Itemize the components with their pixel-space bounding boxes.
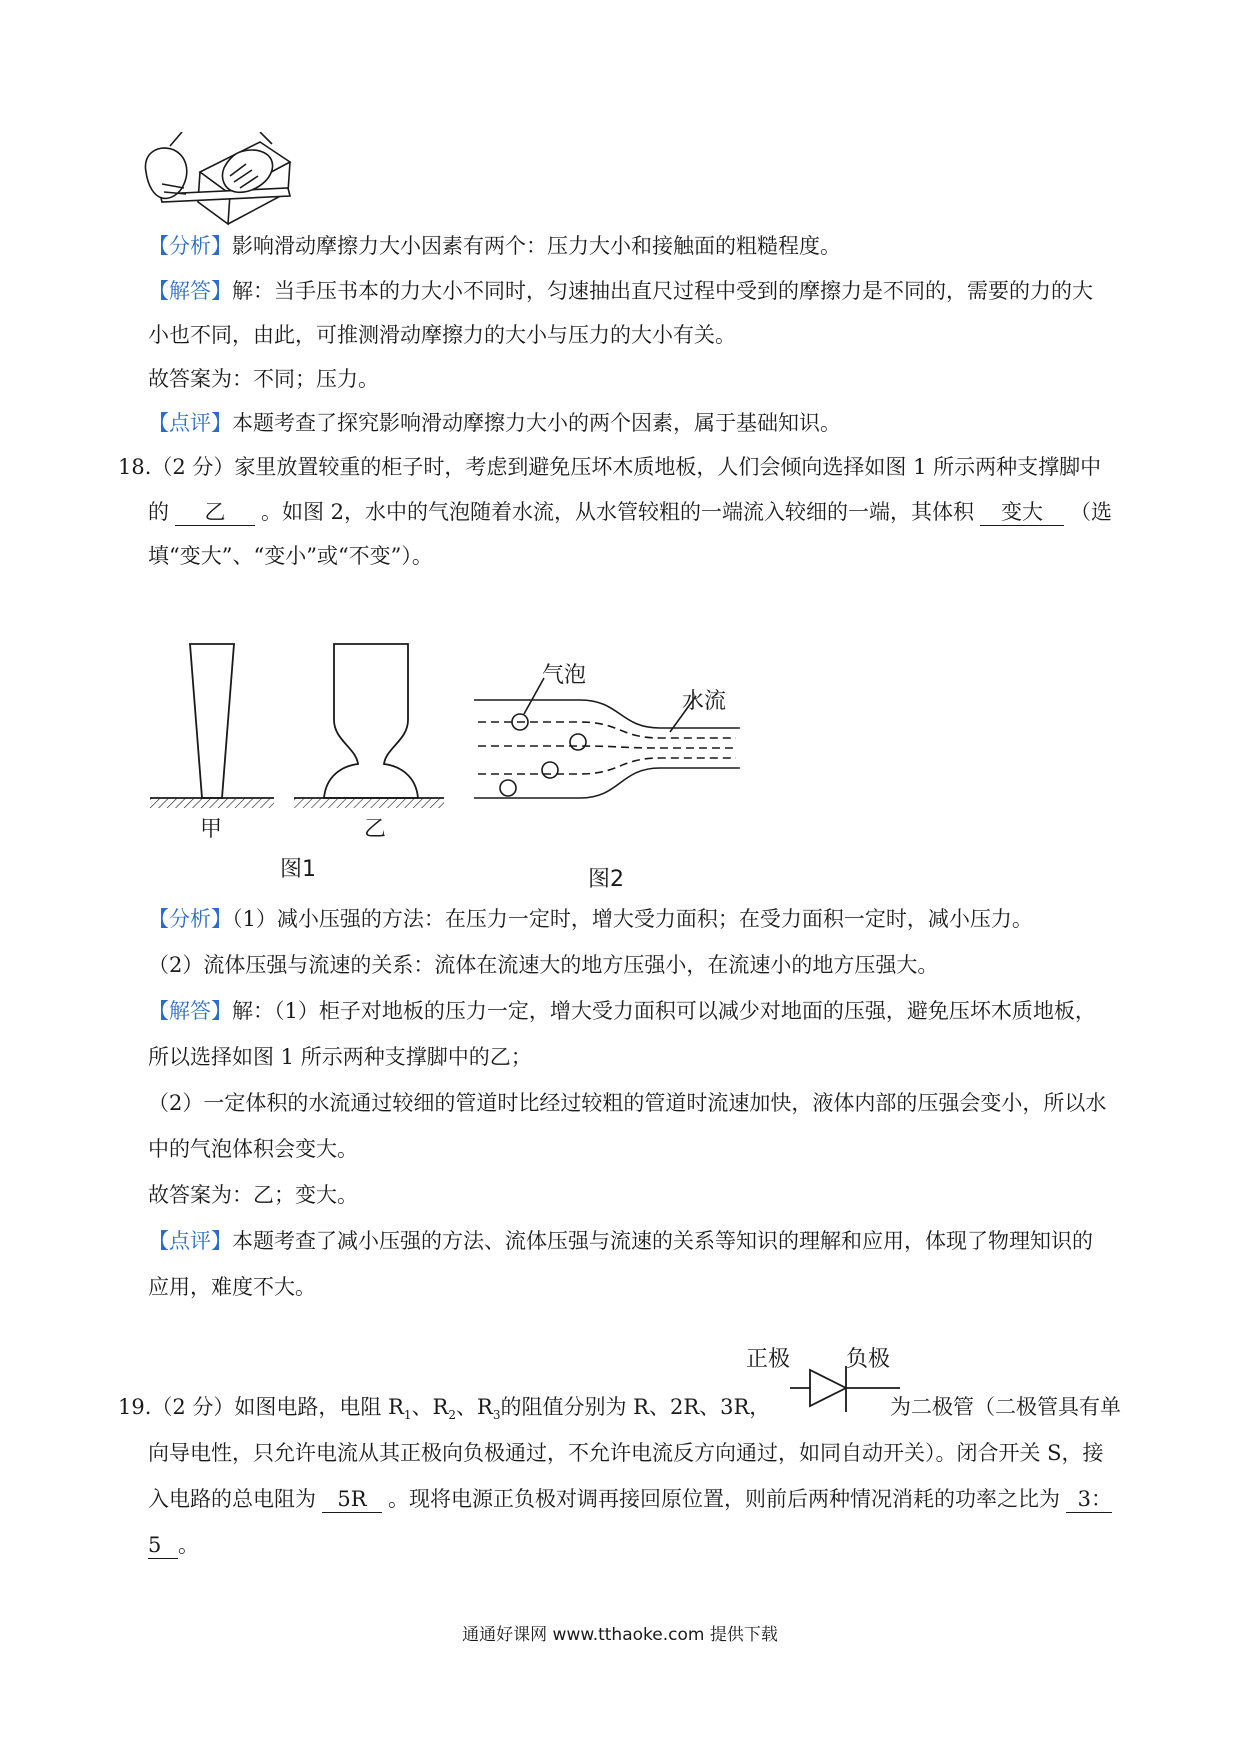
- subscript: 3: [492, 1408, 501, 1423]
- q18-stem-line-2: [148, 497, 1112, 527]
- analysis-tag: 【分析】: [148, 907, 232, 931]
- solution-tag: 【解答】: [148, 999, 232, 1023]
- fig2-label-flow: 水流: [682, 689, 727, 714]
- q18-stem-line-3: 填“变大”、“变小”或“不变”）。: [148, 544, 433, 568]
- subscript: 2: [448, 1408, 457, 1423]
- stem-text: 的: [148, 500, 169, 524]
- fig1-caption: 图1: [280, 857, 316, 882]
- diode-label-negative: 负极: [846, 1347, 891, 1372]
- stem-text: （选: [1070, 500, 1113, 524]
- analysis-text: （1）减小压强的方法：在压力一定时，增大受力面积；在受力面积一定时，减小压力。: [232, 907, 1033, 931]
- q17-solution-line-2: 小也不同，由此，可推测滑动摩擦力的大小与压力的大小有关。: [148, 323, 736, 347]
- stem-text: 19.（2 分）如图电路，电阻 R: [118, 1395, 404, 1419]
- water-pipe-figure: [470, 650, 750, 810]
- comment-text: 本题考查了探究影响滑动摩擦力大小的两个因素，属于基础知识。: [232, 411, 841, 435]
- analysis-text: 影响滑动摩擦力大小因素有两个：压力大小和接触面的粗糙程度。: [232, 234, 841, 258]
- stem-text: 、R: [411, 1395, 449, 1419]
- solution-tag: 【解答】: [148, 279, 232, 303]
- solution-text: 解：当手压书本的力大小不同时，匀速抽出直尺过程中受到的摩擦力是不同的，需要的力的大: [232, 279, 1093, 303]
- stem-text: 。: [178, 1533, 199, 1557]
- q19-answer-blank-1: 5R: [322, 1486, 382, 1513]
- fig1-label-jia: 甲: [200, 817, 223, 842]
- q18-solution-line-4: 中的气泡体积会变大。: [148, 1137, 358, 1161]
- q19-answer-blank-2a: 3：: [1066, 1486, 1112, 1513]
- q17-analysis: [148, 231, 841, 261]
- q18-answer-blank-2: 变大: [980, 499, 1064, 526]
- q19-stem-line-3: [148, 1484, 1112, 1514]
- page-footer: 通通好课网 www.tthaoke.com 提供下载: [462, 1625, 778, 1645]
- comment-text: 本题考查了减小压强的方法、流体压强与流速的关系等知识的理解和应用，体现了物理知识的: [232, 1229, 1093, 1253]
- stem-text: 、R: [456, 1395, 493, 1419]
- stem-text: 入电路的总电阻为: [148, 1487, 316, 1511]
- q19-stem-line-1b: 为二极管（二极管具有单: [890, 1395, 1121, 1419]
- q19-answer-blank-2b: 5: [148, 1532, 178, 1559]
- fig2-caption: 图2: [588, 867, 624, 892]
- stem-text: 。如图 2，水中的气泡随着水流，从水管较粗的一端流入较细的一端，其体积: [261, 500, 975, 524]
- q18-solution-line-2: 所以选择如图 1 所示两种支撑脚中的乙；: [148, 1045, 532, 1069]
- q18-stem-line-1: 18.（2 分）家里放置较重的柜子时，考虑到避免压坏木质地板，人们会倾向选择如图 1 所示两种支撑脚中: [118, 455, 1102, 479]
- q18-solution-line-1: [148, 996, 1096, 1026]
- diode-label-positive: 正极: [746, 1347, 791, 1372]
- comment-tag: 【点评】: [148, 1229, 232, 1253]
- fig2-label-bubble: 气泡: [542, 663, 587, 688]
- subscript: 1: [403, 1408, 412, 1423]
- support-feet-figure: [148, 640, 448, 810]
- fig1-label-yi: 乙: [364, 817, 387, 842]
- stem-text: 的阻值分别为 R、2R、3R，: [500, 1395, 771, 1419]
- q17-answer: 故答案为：不同；压力。: [148, 367, 379, 391]
- q17-solution-line-1: [148, 276, 1093, 306]
- q18-answer: 故答案为：乙；变大。: [148, 1183, 358, 1207]
- q18-answer-blank-1: 乙: [175, 499, 255, 526]
- q19-stem-line-2: 向导电性，只允许电流从其正极向负极通过，不允许电流反方向通过，如同自动开关）。闭合开关 S，接: [148, 1441, 1104, 1465]
- q17-comment: [148, 408, 841, 438]
- stem-text: 。现将电源正负极对调再接回原位置，则前后两种情况消耗的功率之比为: [388, 1487, 1060, 1511]
- analysis-tag: 【分析】: [148, 234, 232, 258]
- q19-stem-line-1a: [118, 1392, 770, 1430]
- q18-analysis-line-2: （2）流体压强与流速的关系：流体在流速大的地方压强小，在流速小的地方压强大。: [148, 953, 939, 977]
- comment-tag: 【点评】: [148, 411, 232, 435]
- q18-comment-line-1: [148, 1226, 1093, 1256]
- q18-solution-line-3: （2）一定体积的水流通过较细的管道时比经过较粗的管道时流速加快，液体内部的压强会变小，所以水: [148, 1091, 1107, 1115]
- q19-stem-line-4: [148, 1530, 199, 1560]
- q18-comment-line-2: 应用，难度不大。: [148, 1275, 316, 1299]
- q18-analysis-line-1: [148, 904, 1033, 934]
- solution-text: 解：（1）柜子对地板的压力一定，增大受力面积可以减少对地面的压强，避免压坏木质地板，: [232, 999, 1096, 1023]
